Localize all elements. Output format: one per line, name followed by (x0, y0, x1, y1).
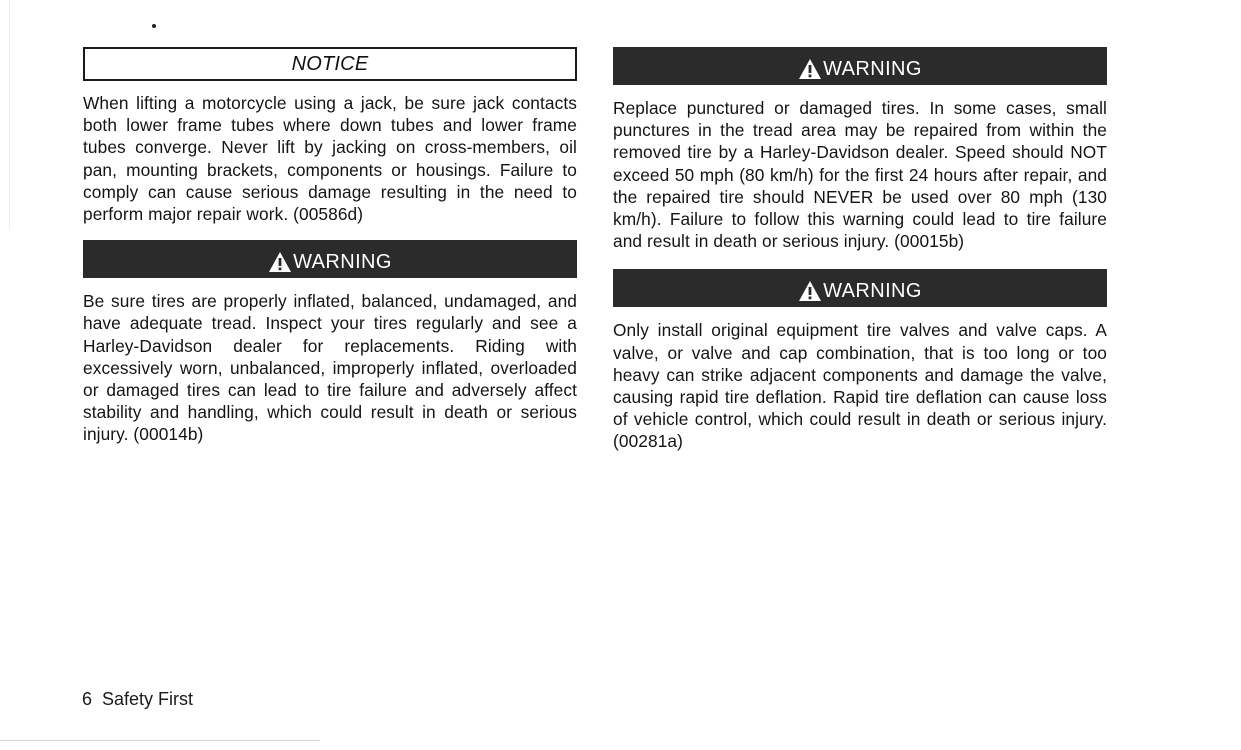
notice-title: NOTICE (291, 52, 369, 75)
warning-triangle-icon (798, 280, 822, 302)
warning-header-2 (613, 47, 1107, 85)
warning-text-3: Only install original equipment tire valves and valve caps. A valve, or valve and cap combination, that is too long or too heavy can strike adjacent components and damage the valve, causing rapid tire deflation. Rapid tire deflation can cause loss of vehicle control, which could result in death or serious injury. (00281a) (613, 320, 1107, 452)
warning-header-3 (613, 269, 1107, 307)
warning-header-1 (83, 240, 577, 278)
warning-triangle-icon (268, 251, 292, 273)
section-title: Safety First (102, 689, 194, 709)
bottom-rule (0, 740, 320, 741)
scan-dot (152, 24, 156, 28)
warning-text-1: Be sure tires are properly inflated, balanced, undamaged, and have adequate tread. Inspect your tires regularly and see a Harley-Davidson dealer for replacements. Riding with excessively worn, unbalanced, improperly inflated, overloaded or damaged tires can lead to tire failure and adversely affect stability and handling, which could result in death or serious injury. (00014b) (83, 291, 577, 445)
notice-text: When lifting a motorcycle using a jack, be sure jack contacts both lower frame tubes where down tubes and lower frame tubes converge. Never lift by jacking on cross-members, oil pan, mounting brackets, components or housings. Failure to comply can cause serious damage resulting in the need to perform major repair work. (00586d) (83, 93, 577, 225)
left-column (83, 47, 577, 446)
warning-label-2: WARNING (823, 57, 922, 80)
right-column (613, 47, 1107, 453)
warning-label-3: WARNING (823, 279, 922, 302)
page-number: 6 (82, 689, 93, 709)
warning-label-1: WARNING (293, 250, 392, 273)
warning-triangle-icon (798, 58, 822, 80)
warning-text-2: Replace punctured or damaged tires. In some cases, small punctures in the tread area may be repaired from within the removed tire by a Harley-Davidson dealer. Speed should NOT exceed 50 mph (80 km/h) for the first 24 hours after repair, and the repaired tire should NEVER be used over 80 mph (130 km/h). Failure to follow this warning could lead to tire failure and result in death or serious injury. (00015b) (613, 98, 1107, 252)
page-footer (82, 689, 193, 710)
scan-edge-line (9, 0, 10, 230)
notice-header (83, 47, 577, 81)
